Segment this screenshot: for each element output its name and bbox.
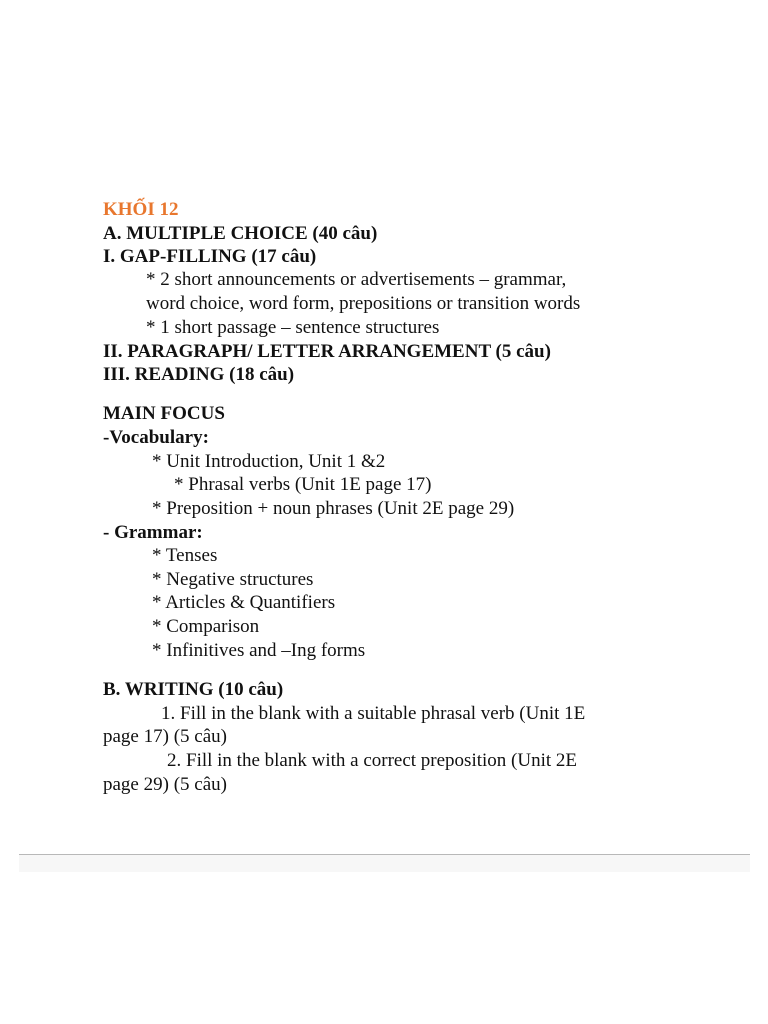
part-1-item-2: * 1 short passage – sentence structures [146,317,440,338]
grammar-item-2: * Negative structures [152,569,314,590]
grammar-item-3: * Articles & Quantifiers [152,592,336,613]
grammar-item-1: * Tenses [152,545,218,566]
grade-heading: KHỐI 12 [103,199,179,220]
vocabulary-item-2: * Phrasal verbs (Unit 1E page 17) [174,474,432,495]
part-1-heading: I. GAP-FILLING (17 câu) [103,246,317,267]
grammar-item-5: * Infinitives and –Ing forms [152,640,366,661]
main-focus-heading: MAIN FOCUS [103,403,225,424]
writing-item-1-line-2: page 17) (5 câu) [103,726,227,747]
grammar-item-4: * Comparison [152,616,260,637]
grammar-heading: - Grammar: [103,522,203,543]
part-2-heading: II. PARAGRAPH/ LETTER ARRANGEMENT (5 câu) [103,341,551,362]
part-1-item-1-line-1: * 2 short announcements or advertisements – grammar, [146,269,567,290]
writing-item-1-line-1: 1. Fill in the blank with a suitable phrasal verb (Unit 1E [161,703,586,724]
writing-item-2-line-2: page 29) (5 câu) [103,774,227,795]
vocabulary-item-1: * Unit Introduction, Unit 1 &2 [152,451,386,472]
section-b-heading: B. WRITING (10 câu) [103,679,284,700]
part-3-heading: III. READING (18 câu) [103,364,295,385]
page-divider-shadow [19,855,750,872]
vocabulary-item-3: * Preposition + noun phrases (Unit 2E page 29) [152,498,515,519]
writing-item-2-line-1: 2. Fill in the blank with a correct preposition (Unit 2E [167,750,578,771]
vocabulary-heading: -Vocabulary: [103,427,209,448]
part-1-item-1-line-2: word choice, word form, prepositions or transition words [146,293,581,314]
section-a-heading: A. MULTIPLE CHOICE (40 câu) [103,223,378,244]
